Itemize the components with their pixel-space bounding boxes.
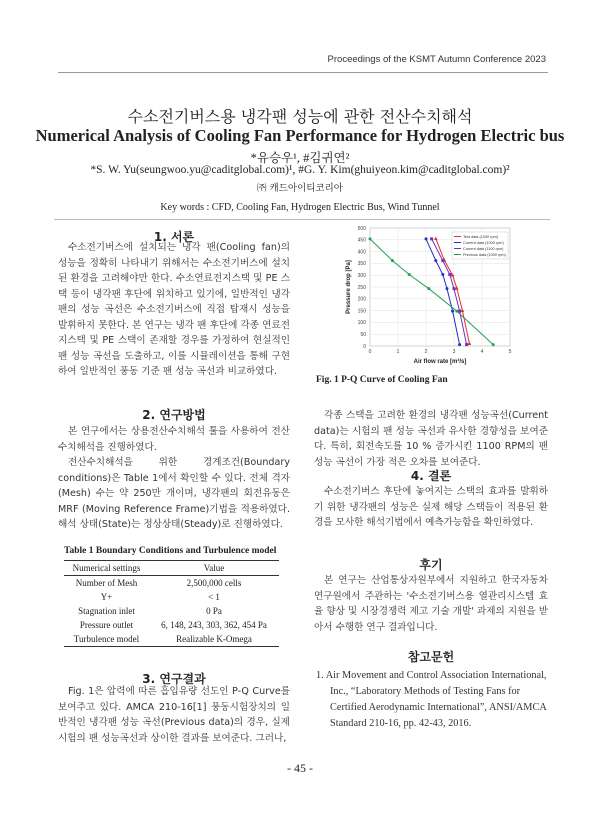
table-1-wrap xyxy=(64,560,279,647)
table-row xyxy=(64,604,279,618)
data-point xyxy=(391,259,394,262)
data-point xyxy=(453,287,456,290)
legend-label: Previous data (1000 rpm) xyxy=(463,252,506,257)
y-tick-label: 0 xyxy=(363,343,366,350)
x-axis-label: Air flow rate [m³/s] xyxy=(413,359,467,365)
y-tick-label: 500 xyxy=(357,225,366,232)
section-1-title: 1. 서론 xyxy=(153,230,195,244)
data-point xyxy=(465,343,468,346)
data-point xyxy=(441,273,444,276)
table-row xyxy=(64,590,279,604)
y-tick-label: 350 xyxy=(357,261,366,268)
section-3-body xyxy=(58,684,290,746)
title-korean: 수소전기버스용 냉각팬 성능에 관한 전산수치해석 xyxy=(127,107,473,126)
data-point xyxy=(434,259,437,262)
header-rule xyxy=(58,72,548,73)
y-tick-label: 300 xyxy=(357,273,366,279)
section-3-body-continued xyxy=(314,408,548,470)
data-point xyxy=(369,237,372,240)
section-1-body xyxy=(58,240,290,380)
data-point xyxy=(446,287,449,290)
y-tick-label: 100 xyxy=(357,320,366,327)
table-cell: 6, 148, 243, 303, 362, 454 Pa xyxy=(161,620,267,630)
x-tick-label: 0 xyxy=(368,349,372,355)
legend-label: Current data (1000 rpm) xyxy=(463,240,504,245)
x-tick-label: 4 xyxy=(480,349,484,355)
y-tick-label: 400 xyxy=(357,249,366,256)
section-2-title: 2. 연구방법 xyxy=(142,408,206,422)
x-tick-label: 1 xyxy=(396,349,400,355)
data-point xyxy=(458,343,461,346)
data-point xyxy=(492,343,495,346)
y-axis-label: Pressure drop [Pa] xyxy=(346,260,352,314)
figure-1-caption: Fig. 1 P-Q Curve of Cooling Fan xyxy=(316,375,448,385)
section-4-title: 4. 결론 xyxy=(410,469,452,483)
authors-english: *S. W. Yu(seungwoo.yu@caditglobal.com)¹, #G. Y. Kim(ghuiyeon.kim@caditglobal.com)² xyxy=(90,164,510,176)
data-point xyxy=(455,310,458,313)
table-cell: Stagnation inlet xyxy=(78,606,135,616)
data-point xyxy=(408,273,411,276)
authors-korean: *유승우¹, #김귀연² xyxy=(250,151,350,165)
data-point xyxy=(430,237,433,240)
table-cell: 0 Pa xyxy=(206,606,222,616)
table-cell: < 1 xyxy=(208,592,220,602)
y-tick-label: 250 xyxy=(357,284,366,291)
references-title: 참고문헌 xyxy=(407,650,455,664)
legend-label: Test data (1000 rpm) xyxy=(463,234,499,239)
section-4-body xyxy=(314,484,548,531)
section-3-paragraph-2: 각종 스택을 고려한 환경의 냉각팬 성능곡선(Current data)는 시험의 팬 성능 곡선과 유사한 경향성을 보여준다. 특히, 회전속도를 10 % 증가시킨 1100 RPM의 팬 성능 곡선이 가장 적은 오차를 보여준다. xyxy=(314,410,548,468)
table-cell: Y+ xyxy=(100,592,113,602)
y-tick-label: 450 xyxy=(357,237,366,244)
keywords-rule xyxy=(54,219,550,220)
data-point xyxy=(451,310,454,313)
section-1-paragraph: 수소전기버스에 설치되는 냉각 팬(Cooling fan)의 성능을 정확히 나타내기 위해서는 수소전기버스에 설치된 환경을 고려해야만 한다. 수소연료전지스택 및 PE 스택 등이 냉각팬 후단에 위치하고 있기에, 일반적인 냉각팬의 성능 곡선은 수소전기버스에 직접 탑재시 성능을 발휘하지 못한다. 본 연구는 냉각 팬 후단에 각종 연료전지스택 및 PE 스택이 존재할 경우를 가정하여 현실적인 팬 성능 곡선을 도출하고, 이를 시뮬레이션을 통해 구현하여 일반적인 풍동 기준 팬 성능 곡선과 비교하였다. xyxy=(58,242,290,377)
table-cell: 2,500,000 cells xyxy=(186,578,242,588)
table-cell: Turbulence model xyxy=(64,632,149,647)
x-tick-label: 5 xyxy=(508,349,512,355)
table-cell: Realizable K-Omega xyxy=(149,632,279,647)
x-tick-label: 2 xyxy=(424,349,428,355)
table-row xyxy=(64,632,279,647)
acknowledgement-body xyxy=(314,573,548,635)
section-4-paragraph: 수소전기버스 후단에 놓여지는 스택의 효과를 발휘하기 위한 냉각팬의 성능은 실제 해당 스택들이 적용된 환경을 모사한 해석기법에서 예측가능함을 확인하였다. xyxy=(314,486,548,528)
y-tick-label: 200 xyxy=(357,296,366,303)
title-english: Numerical Analysis of Cooling Fan Performance for Hydrogen Electric bus xyxy=(35,126,565,145)
table-1 xyxy=(64,560,279,647)
section-3-paragraph-1: Fig. 1은 압력에 따른 흡입유량 선도인 P-Q Curve를 보여주고 있다. AMCA 210-16[1] 풍동시험장치의 일반적인 냉각팬 성능 곡선(Previous data)의 경우, 실제 시험의 팬 성능곡선과 상이한 결과를 보여준다. 그러나, xyxy=(58,686,290,744)
legend-label: Current data (1100 rpm) xyxy=(463,246,504,251)
section-2-body xyxy=(58,424,290,533)
y-tick-label: 50 xyxy=(360,332,366,338)
data-point xyxy=(425,237,428,240)
x-tick-label: 3 xyxy=(452,349,456,355)
affiliation: ㈜ 캐드아이티코리아 xyxy=(257,183,343,194)
table-header-value: Value xyxy=(149,561,279,576)
pq-curve-chart xyxy=(312,224,544,372)
reference-item: 1. Air Movement and Control Association International, Inc., “Laboratory Methods of Testing Fans for Certified Aerodynamic International”, ANSI/AMCA Standard 210-16, pp. 42-43, 2016. xyxy=(316,670,547,729)
data-point xyxy=(441,259,444,262)
running-header: Proceedings of the KSMT Autumn Conference 2023 xyxy=(327,54,546,65)
data-point xyxy=(448,273,451,276)
data-point xyxy=(427,287,430,290)
table-row xyxy=(64,618,279,632)
keywords: Key words : CFD, Cooling Fan, Hydrogen Electric Bus, Wind Tunnel xyxy=(160,202,440,213)
table-cell: Number of Mesh xyxy=(75,578,138,588)
acknowledgement-paragraph: 본 연구는 산업통상자원부에서 지원하고 한국자동차연구원에서 주관하는 '수소전기버스용 열관리시스템 효율 향상 및 시장경쟁력 제고 기술 개발' 과제의 지원을 받아서 수행한 연구 결과입니다. xyxy=(314,575,548,633)
table-row xyxy=(64,576,279,591)
section-2-paragraph-2: 전산수치해석을 위한 경계조건(Boundary conditions)은 Table 1에서 확인할 수 있다. 전체 격자(Mesh) 수는 약 250만 개이며, 냉각팬의 회전유동은 MRF (Moving Reference Frame)기법을 적용하였다. 해석 상태(State)는 정상상태(Steady)로 진행하였다. xyxy=(58,457,290,530)
acknowledgement-title: 후기 xyxy=(419,558,443,572)
page-number: - 45 - xyxy=(287,761,313,775)
y-tick-label: 150 xyxy=(357,308,366,315)
section-2-paragraph-1: 본 연구에서는 상용전산수치해석 툴을 사용하여 전산수치해석을 진행하였다. xyxy=(58,426,290,453)
section-3-title: 3. 연구결과 xyxy=(142,672,206,686)
table-1-caption: Table 1 Boundary Conditions and Turbulence model xyxy=(64,546,277,556)
table-cell: Pressure outlet xyxy=(79,620,134,630)
table-header-settings: Numerical settings xyxy=(64,561,149,576)
